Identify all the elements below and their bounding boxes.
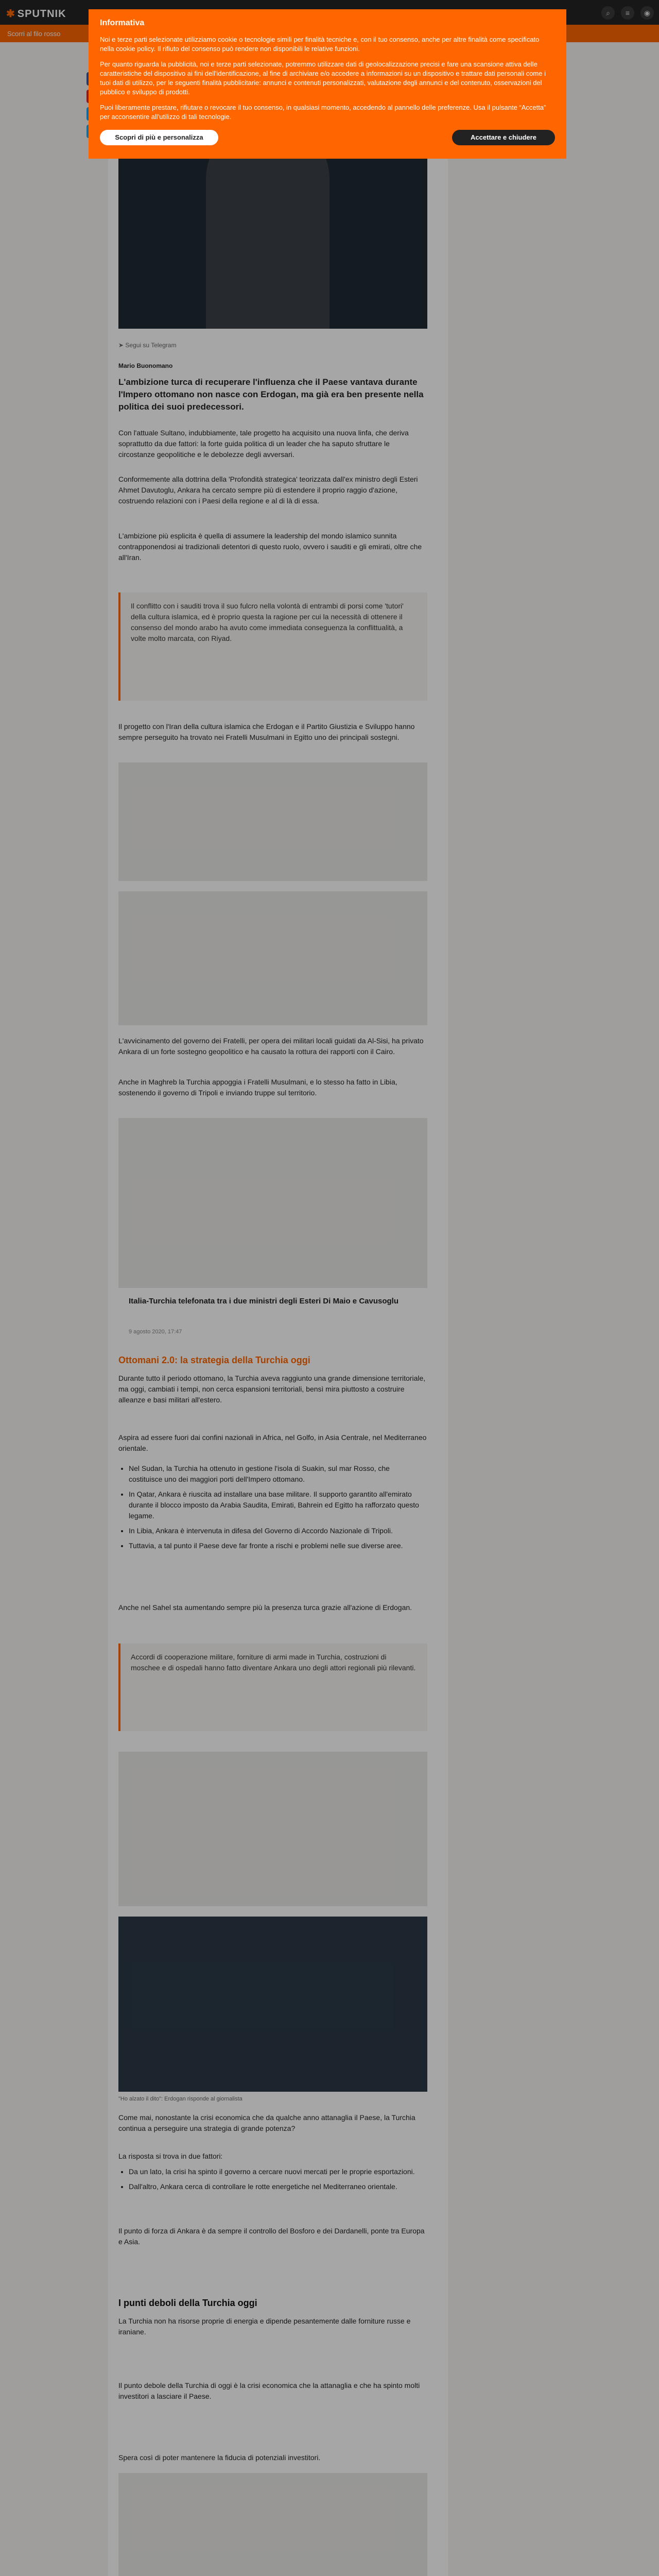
paragraph: L'ambizione più esplicita è quella di assumere la leadership del mondo islamico sunnita contrapponendosi ai tradizionali detentori di questo ruolo, ovvero i sauditi e gli emirati, oltre che all'Iran. — [118, 532, 422, 562]
paragraph: L'avvicinamento del governo dei Fratelli, per opera dei militari locali guidati da Al-Sisi, ha privato Ankara di un forte sostegno geopolitico e ha causato la rottura dei rapporti con il Cairo. — [118, 1037, 424, 1056]
related-date: 9 agosto 2020, 17:47 — [129, 1329, 182, 1335]
pull-quote-text: Il conflitto con i sauditi trova il suo fulcro nella volontà di entrambi di porsi come 'tutori' della cultura islamica, ed è proprio questa la ragione per cui la necessità di ottenere il consenso del mondo arabo ha avuto come immediata conseguenza la conflittualità, a volte molto marcata, con Riyad. — [131, 602, 404, 642]
paragraph: La risposta si trova in due fattori: — [118, 2152, 223, 2160]
breaking-text[interactable]: Scorri al filo rosso — [7, 30, 61, 38]
consent-text: Noi e terze parti selezionate utilizziamo cookie o tecnologie simili per finalità tecniche e, con il tuo consenso, anche per altre finalità come specificato nella cookie policy. Il rifiuto del consenso può rendere non disponibili le relative funzioni. — [100, 36, 540, 53]
section-heading: Ottomani 2.0: la strategia della Turchia oggi — [118, 1355, 310, 1365]
paragraph: Anche nel Sahel sta aumentando sempre più la presenza turca grazie all'azione di Erdogan. — [118, 1603, 412, 1612]
paragraph: Come mai, nonostante la crisi economica che da qualche anno attanaglia il Paese, la Turchia continua a perseguire una strategia di grande potenza? — [118, 2113, 415, 2132]
list-item: • In Libia, Ankara è intervenuta in difesa del Governo di Accordo Nazionale di Tripoli. — [129, 1526, 422, 1536]
telegram-icon: ➤ — [118, 342, 126, 349]
consent-text: Puoi liberamente prestare, rifiutare o revocare il tuo consenso, in qualsiasi momento, accedendo al pannello delle preferenze. Usa il pulsante “Accetta” per acconsentire all'utilizzo di tali tecnologie. — [100, 104, 546, 121]
article-lead: L'ambizione turca di recuperare l'influenza che il Paese vantava durante l'Impero ottomano non nasce con Erdogan, ma già era ben presente nella politica dei suoi predecessori. — [118, 377, 424, 412]
paragraph: Il punto debole della Turchia di oggi è la crisi economica che la attanaglia e che ha spinto molti investitori a lasciare il Paese. — [118, 2381, 420, 2400]
paragraph: Anche in Maghreb la Turchia appoggia i Fratelli Musulmani, e lo stesso ha fatto in Libia, sostenendo il governo di Tripoli e inviando truppe sul territorio. — [118, 1078, 397, 1097]
paragraph: Conformemente alla dottrina della 'Profondità strategica' teorizzata dall'ex ministro degli Esteri Ahmet Davutoglu, Ankara ha cercato sempre più di estendere il proprio raggio d'azione, costruendo relazioni con i Paesi della regione e al di là di essa. — [118, 475, 418, 505]
list-item: • Nel Sudan, la Turchia ha ottenuto in gestione l'isola di Suakin, sul mar Rosso, che costituisce uno dei maggiori porti dell'Impero ottomano. — [129, 1463, 422, 1485]
paragraph: Con l'attuale Sultano, indubbiamente, tale progetto ha acquisito una nuova linfa, che deriva soprattutto da due fattori: la forte guida politica di un leader che ha saputo sfruttare le circostanze geopolitiche e le debolezze degli avversari. — [118, 429, 409, 459]
accept-button[interactable]: Accettare e chiudere — [452, 130, 555, 145]
menu-icon[interactable]: ≡ — [621, 6, 634, 20]
pull-quote-text: Accordi di cooperazione militare, forniture di armi made in Turchia, costruzioni di moschee e di ospedali hanno fatto diventare Ankara uno degli attori regionali più rilevanti. — [131, 1653, 416, 1672]
search-icon[interactable]: ⌕ — [601, 6, 615, 20]
list-item: • Da un lato, la crisi ha spinto il governo a cercare nuovi mercati per le proprie esportazioni. — [129, 2166, 422, 2177]
customize-button[interactable]: Scopri di più e personalizza — [100, 130, 218, 145]
logo-star-icon: ✱ — [6, 8, 15, 20]
section-heading: I punti deboli della Turchia oggi — [118, 2298, 257, 2308]
paragraph: Aspira ad essere fuori dai confini nazionali in Africa, nel Golfo, in Asia Centrale, nel Mediterraneo orientale. — [118, 1433, 427, 1452]
paragraph: Il punto di forza di Ankara è da sempre il controllo del Bosforo e dei Dardanelli, ponte tra Europa e Asia. — [118, 2227, 425, 2246]
list-item: • Dall'altro, Ankara cerca di controllare le rotte energetiche nel Mediterraneo orientale. — [129, 2181, 422, 2192]
image-caption: "Ho alzato il dito": Erdogan risponde al giornalista — [118, 2096, 242, 2102]
logo-text: SPUTNIK — [17, 8, 66, 20]
list-item: • Tuttavia, a tal punto il Paese deve far fronte a rischi e problemi nelle sue diverse aree. — [129, 1540, 422, 1551]
paragraph: La Turchia non ha risorse proprie di energia e dipende pesantemente dalle forniture russe e iraniane. — [118, 2317, 411, 2336]
paragraph: Il progetto con l'Iran della cultura islamica che Erdogan e il Partito Giustizia e Sviluppo hanno sempre perseguito ha trovato nei Fratelli Musulmani in Egitto uno dei principali sostegni. — [118, 722, 415, 741]
user-icon[interactable]: ◉ — [640, 6, 654, 20]
cookie-consent-dialog — [89, 9, 566, 159]
author-name[interactable]: Mario Buonomano — [118, 362, 173, 369]
image-credit-label: Segui su Telegram — [125, 342, 177, 349]
consent-text: Per quanto riguarda la pubblicità, noi e terze parti selezionate, potremmo utilizzare dati di geolocalizzazione precisi e fare una scansione attiva delle caratteristiche del dispositivo ai fini dell'identificazione, al fine di archiviare e/o accedere a informazioni su un dispositivo e trattare dati personali come i tuoi dati di utilizzo, per le seguenti finalità pubblicitarie: annunci e contenuti personalizzati, valutazione degli annunci e del contenuto, osservazioni del pubblico e sviluppo di prodotti. — [100, 60, 546, 96]
paragraph: Durante tutto il periodo ottomano, la Turchia aveva raggiunto una grande dimensione territoriale, ma oggi, cambiati i tempi, non cerca espansioni territoriali, bensì mira piuttosto a costruire alleanze e basi militari all'estero. — [118, 1374, 426, 1404]
related-title[interactable]: Italia-Turchia telefonata tra i due ministri degli Esteri Di Maio e Cavusoglu — [129, 1297, 398, 1306]
consent-title: Informativa — [100, 19, 145, 27]
paragraph: Spera così di poter mantenere la fiducia di potenziali investitori. — [118, 2453, 321, 2462]
list-item: • In Qatar, Ankara è riuscita ad installare una base militare. Il supporto garantito all'emirato durante il blocco imposto da Arabia Saudita, Emirati, Bahrein ed Egitto ha rafforzato questo legame. — [129, 1489, 422, 1521]
